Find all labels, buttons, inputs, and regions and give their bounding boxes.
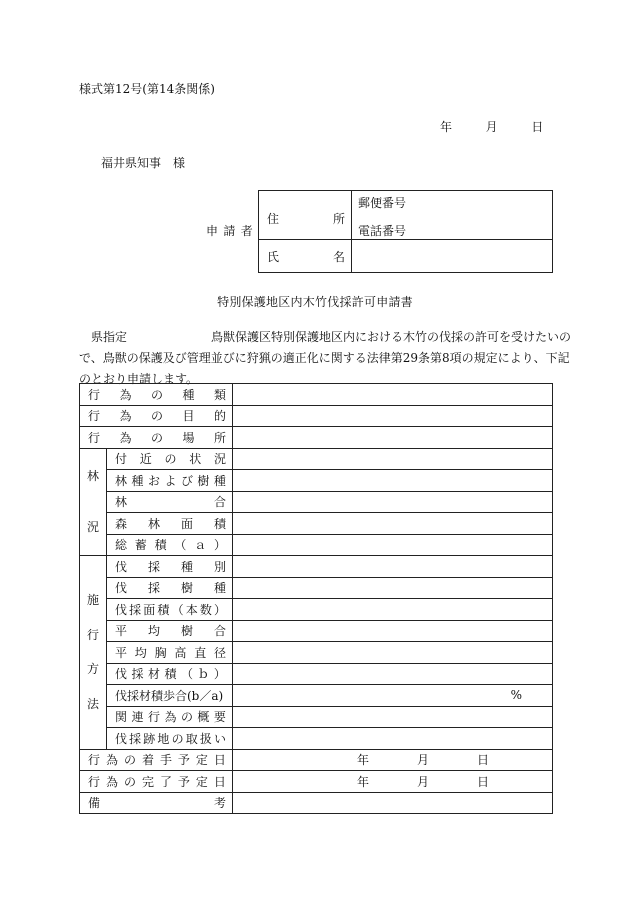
label-char: 日	[213, 753, 226, 768]
label-char: 採	[129, 602, 142, 617]
name-label-cell	[259, 240, 352, 273]
label-char: 樹	[180, 581, 193, 596]
label-char: 森	[115, 516, 128, 531]
label-char: 種	[213, 581, 226, 596]
label-char: 林	[115, 473, 128, 488]
row-label-start-date	[80, 749, 233, 771]
label-char: 合	[213, 495, 226, 510]
row-label-forest-area	[107, 513, 233, 535]
label-char: 着	[141, 753, 154, 768]
label-char: 種	[180, 559, 193, 574]
date-year-label: 年	[440, 120, 453, 134]
label-char: 積	[164, 667, 177, 682]
act-purpose-field[interactable]	[233, 405, 553, 427]
label-char: 種	[131, 473, 144, 488]
label-char: 別	[213, 559, 226, 574]
name-label-char: 氏	[267, 249, 280, 264]
label-char: 林	[147, 516, 160, 531]
label-char: 為	[119, 409, 132, 424]
intro-text	[79, 327, 572, 390]
row-label-total-volume	[107, 534, 233, 556]
site-handling-field[interactable]	[233, 728, 553, 750]
label-char: 採	[131, 667, 144, 682]
label-char: 為	[164, 710, 177, 725]
year-label: 年	[357, 774, 370, 789]
act-type-field[interactable]	[233, 384, 553, 406]
label-char: ）	[213, 538, 226, 553]
row-label-act-type	[80, 384, 233, 406]
name-label-char: 名	[332, 249, 345, 264]
total-volume-field[interactable]	[233, 534, 553, 556]
label-char: の	[123, 753, 136, 768]
phone-label: 電話番号	[358, 224, 407, 238]
label-char: の	[150, 409, 163, 424]
start-date-field[interactable]	[233, 749, 553, 771]
row-label-act-purpose	[80, 405, 233, 427]
label-char: 採	[129, 731, 142, 746]
label-char: の	[171, 731, 184, 746]
label-char: 概	[197, 710, 210, 725]
remarks-field[interactable]	[233, 792, 553, 814]
cut-type-field[interactable]	[233, 556, 553, 578]
address-label-cell	[259, 191, 352, 240]
nearby-field[interactable]	[233, 448, 553, 470]
label-char: 伐	[115, 731, 128, 746]
label-char: い	[213, 731, 226, 746]
day-label: 日	[477, 774, 490, 789]
label-char: 定	[195, 774, 208, 789]
label-char: 連	[131, 710, 144, 725]
label-char: 樹	[180, 624, 193, 639]
row-label-related-acts	[107, 706, 233, 728]
label-char: ）	[213, 602, 226, 617]
row-label-remarks	[80, 792, 233, 814]
label-char: び	[180, 473, 193, 488]
label-char: 面	[143, 602, 156, 617]
label-char: 採	[147, 559, 160, 574]
row-label-cut-species	[107, 577, 233, 599]
label-char: 材	[147, 667, 160, 682]
label-char: ｂ	[197, 667, 210, 682]
date-line	[440, 118, 543, 135]
related-acts-field[interactable]	[233, 706, 553, 728]
label-char: 為	[119, 430, 132, 445]
row-label-cut-type	[107, 556, 233, 578]
label-char: 日	[213, 774, 226, 789]
label-char: 面	[180, 516, 193, 531]
label-char: 積	[213, 516, 226, 531]
label-char: 近	[139, 452, 152, 467]
group-char: 方	[86, 662, 99, 677]
label-char: 伐	[115, 559, 128, 574]
label-char: ）	[213, 667, 226, 682]
avg-age-field[interactable]	[233, 620, 553, 642]
label-char: 均	[147, 624, 160, 639]
label-char: 積	[154, 538, 167, 553]
label-char: 林	[115, 495, 128, 510]
label-text: 伐採材積歩合(b／a)	[115, 688, 224, 703]
label-char: 所	[213, 430, 226, 445]
label-char: 行	[88, 430, 101, 445]
addressee: 福井県知事 様	[101, 156, 186, 170]
row-label-cut-volume	[107, 663, 233, 685]
label-char: お	[147, 473, 160, 488]
label-char: の	[164, 452, 177, 467]
row-label-avg-age	[107, 620, 233, 642]
applicant-table	[258, 190, 553, 273]
label-char: 数	[199, 602, 212, 617]
year-label: 年	[357, 753, 370, 768]
label-char: 種	[213, 473, 226, 488]
label-char: 付	[115, 452, 128, 467]
label-char: よ	[164, 473, 177, 488]
label-char: 伐	[115, 667, 128, 682]
form-number: 様式第12号(第14条関係)	[79, 82, 215, 96]
label-char: 備	[88, 796, 101, 811]
label-char: ａ	[194, 538, 207, 553]
label-char: 定	[195, 753, 208, 768]
month-label: 月	[417, 753, 430, 768]
label-char: 直	[194, 645, 207, 660]
label-char: 跡	[143, 731, 156, 746]
label-char: 的	[213, 409, 226, 424]
label-char: 本	[185, 602, 198, 617]
label-char: 行	[88, 387, 101, 402]
forest-area-field[interactable]	[233, 513, 553, 535]
row-label-cut-area	[107, 599, 233, 621]
label-char: 伐	[115, 581, 128, 596]
label-char: 了	[159, 774, 172, 789]
postal-code-label: 郵便番号	[358, 196, 407, 210]
label-char: 総	[115, 538, 128, 553]
percent-unit: %	[510, 688, 522, 703]
label-char: 平	[115, 645, 128, 660]
label-char: （	[174, 538, 187, 553]
label-char: （	[171, 602, 184, 617]
document-title: 特別保護地区内木竹伐採許可申請書	[217, 295, 413, 309]
label-char: の	[150, 430, 163, 445]
label-char: 行	[147, 710, 160, 725]
label-char: 径	[213, 645, 226, 660]
avg-dbh-field[interactable]	[233, 642, 553, 664]
row-label-site-handling	[107, 728, 233, 750]
group-char: 施	[86, 593, 99, 608]
group-char: 行	[86, 627, 99, 642]
name-field[interactable]	[352, 240, 553, 273]
row-label-cut-ratio	[107, 685, 233, 707]
label-char: 扱	[199, 731, 212, 746]
method-group-label	[80, 556, 107, 750]
label-char: 伐	[115, 602, 128, 617]
label-spread	[80, 386, 232, 403]
label-char: 蓄	[134, 538, 147, 553]
label-char: の	[150, 387, 163, 402]
month-label: 月	[417, 774, 430, 789]
label-char: （	[180, 667, 193, 682]
application-table	[79, 383, 553, 814]
cut-area-field[interactable]	[233, 599, 553, 621]
row-label-forest-age	[107, 491, 233, 513]
label-char: の	[123, 774, 136, 789]
label-char: 類	[213, 387, 226, 402]
label-char: 種	[182, 387, 195, 402]
row-label-forest-species	[107, 470, 233, 492]
intro-line: 県指定 鳥獣保護区特別保護地区内における木竹の伐採の許可を受けたいの	[91, 330, 572, 344]
label-char: 目	[182, 409, 195, 424]
forest-species-field[interactable]	[233, 470, 553, 492]
label-char: 胸	[154, 645, 167, 660]
address-field[interactable]	[352, 191, 553, 240]
label-char: 地	[157, 731, 170, 746]
label-char: 予	[177, 753, 190, 768]
label-char: 行	[88, 409, 101, 424]
group-char: 法	[86, 696, 99, 711]
row-label-avg-dbh	[107, 642, 233, 664]
label-char: 採	[147, 581, 160, 596]
label-char: 状	[189, 452, 202, 467]
row-label-nearby	[107, 448, 233, 470]
row-label-act-place	[80, 427, 233, 449]
label-char: 況	[213, 452, 226, 467]
label-char: 要	[213, 710, 226, 725]
label-char: 考	[213, 796, 226, 811]
group-char: 況	[86, 519, 99, 534]
label-char: の	[180, 710, 193, 725]
forest-condition-group-label	[80, 448, 107, 556]
label-char: 均	[134, 645, 147, 660]
cut-ratio-field[interactable]	[233, 685, 553, 707]
label-char: 合	[213, 624, 226, 639]
cut-species-field[interactable]	[233, 577, 553, 599]
label-char: 関	[115, 710, 128, 725]
label-char: 為	[105, 753, 118, 768]
label-char: 為	[119, 387, 132, 402]
act-place-field[interactable]	[233, 427, 553, 449]
intro-line: で、鳥獣の保護及び管理並びに狩猟の適正化に関する法律第29条第8項の規定により、下記	[79, 351, 570, 365]
label-char: 樹	[197, 473, 210, 488]
day-label: 日	[477, 753, 490, 768]
address-label-char: 所	[332, 211, 345, 226]
date-month-label: 月	[485, 120, 498, 134]
forest-age-field[interactable]	[233, 491, 553, 513]
end-date-field[interactable]	[233, 771, 553, 793]
label-char: 積	[157, 602, 170, 617]
group-char: 林	[86, 469, 99, 484]
label-char: 予	[177, 774, 190, 789]
address-label-char: 住	[267, 211, 280, 226]
label-char: 手	[159, 753, 172, 768]
label-char: 行	[88, 753, 101, 768]
date-day-label: 日	[531, 120, 544, 134]
applicant-label: 申請者	[206, 224, 259, 238]
label-char: 為	[105, 774, 118, 789]
label-char: 平	[115, 624, 128, 639]
label-char: 行	[88, 774, 101, 789]
label-char: 完	[141, 774, 154, 789]
cut-volume-field[interactable]	[233, 663, 553, 685]
label-char: 高	[174, 645, 187, 660]
intro-line: のとおり申請します。	[79, 372, 199, 386]
label-char: 取	[185, 731, 198, 746]
label-char: 場	[182, 430, 195, 445]
row-label-end-date	[80, 771, 233, 793]
